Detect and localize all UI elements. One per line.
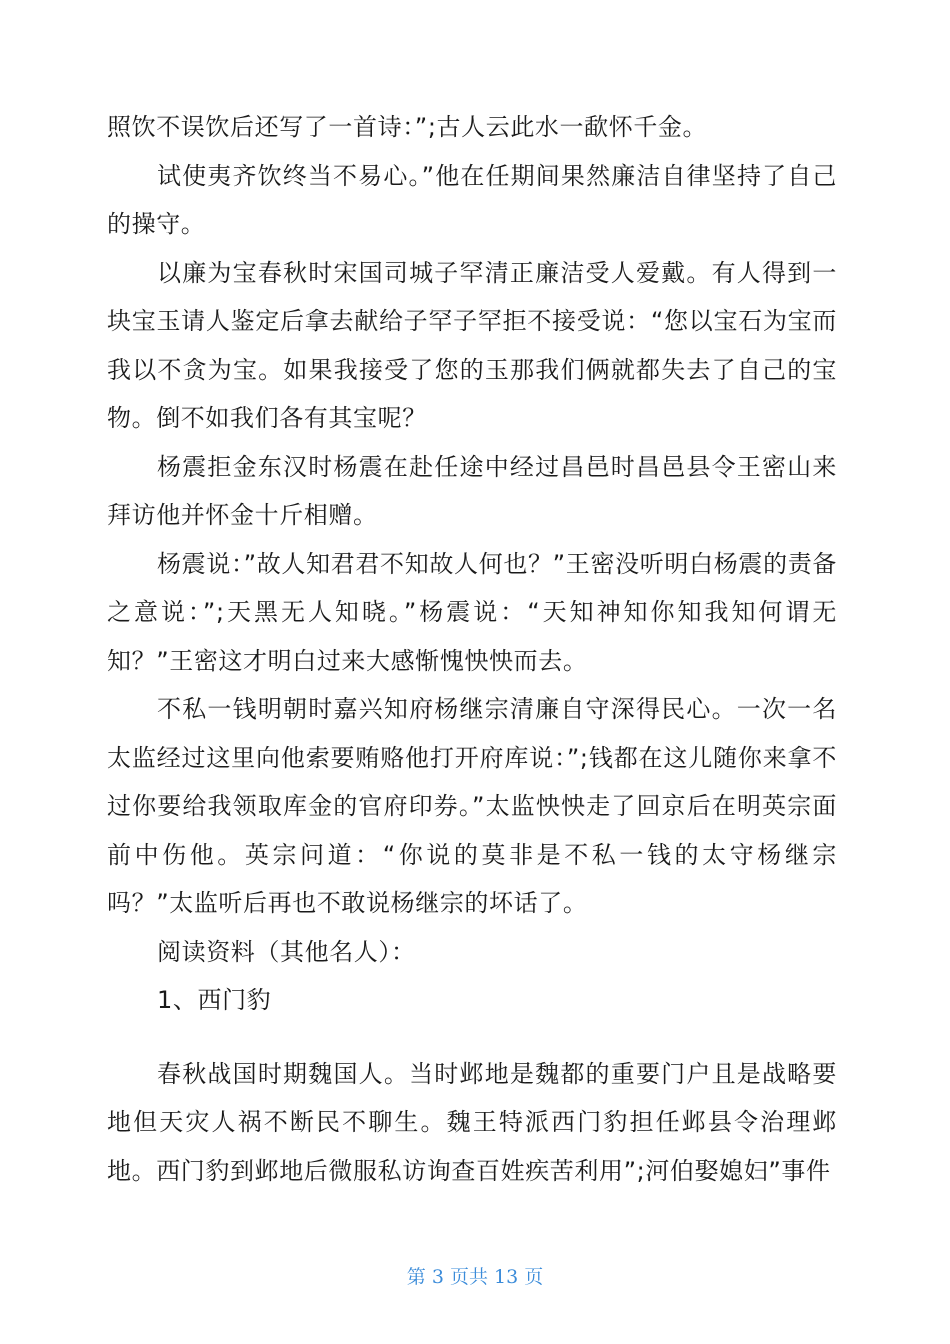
paragraph-1: 照饮不误饮后还写了一首诗：”;古人云此水一歃怀千金。 — [107, 113, 708, 141]
paragraph-9: 春秋战国时期魏国人。当时邺地是魏都的重要门户且是战略要地但天灾人祸不断民不聊生。魏王特派西门豹担任邺县令治理邺地。西门豹到邺地后微服私访询查百姓疾苦利用”;河伯娶媳妇”事件 — [107, 1059, 837, 1185]
paragraph-5: 杨震说：”故人知君君不知故人何也？”王密没听明白杨震的责备之意说：”;天黑无人知晓。”杨震说：“天知神知你知我知何谓无知？”王密这才明白过来大感惭愧怏怏而去。 — [107, 549, 837, 675]
paragraph-3: 以廉为宝春秋时宋国司城子罕清正廉洁受人爱戴。有人得到一块宝玉请人鉴定后拿去献给子罕子罕拒不接受说：“您以宝石为宝而我以不贪为宝。如果我接受了您的玉那我们俩就都失去了自己的宝物。倒不如我们各有其宝呢？ — [107, 258, 837, 432]
section-heading-ximenbao: 1、西门豹 — [157, 986, 272, 1014]
paragraph-2: 试使夷齐饮终当不易心。”他在任期间果然廉洁自律坚持了自己的操守。 — [107, 161, 837, 238]
paragraph-6: 不私一钱明朝时嘉兴知府杨继宗清廉自守深得民心。一次一名太监经过这里向他索要贿赂他打开府库说：”;钱都在这儿随你来拿不过你要给我领取库金的官府印券。”太监怏怏走了回京后在明英宗面前中伤他。英宗问道：“你说的莫非是不私一钱的太守杨继宗吗？”太监听后再也不敢说杨继宗的坏话了。 — [107, 695, 837, 917]
paragraph-7: 阅读资料（其他名人）： — [157, 937, 416, 966]
paragraph-4: 杨震拒金东汉时杨震在赴任途中经过昌邑时昌邑县令王密山来拜访他并怀金十斤相赠。 — [107, 452, 837, 529]
page-number-footer: 第 3 页共 13 页 — [406, 1266, 544, 1288]
document-body — [107, 103, 837, 1195]
